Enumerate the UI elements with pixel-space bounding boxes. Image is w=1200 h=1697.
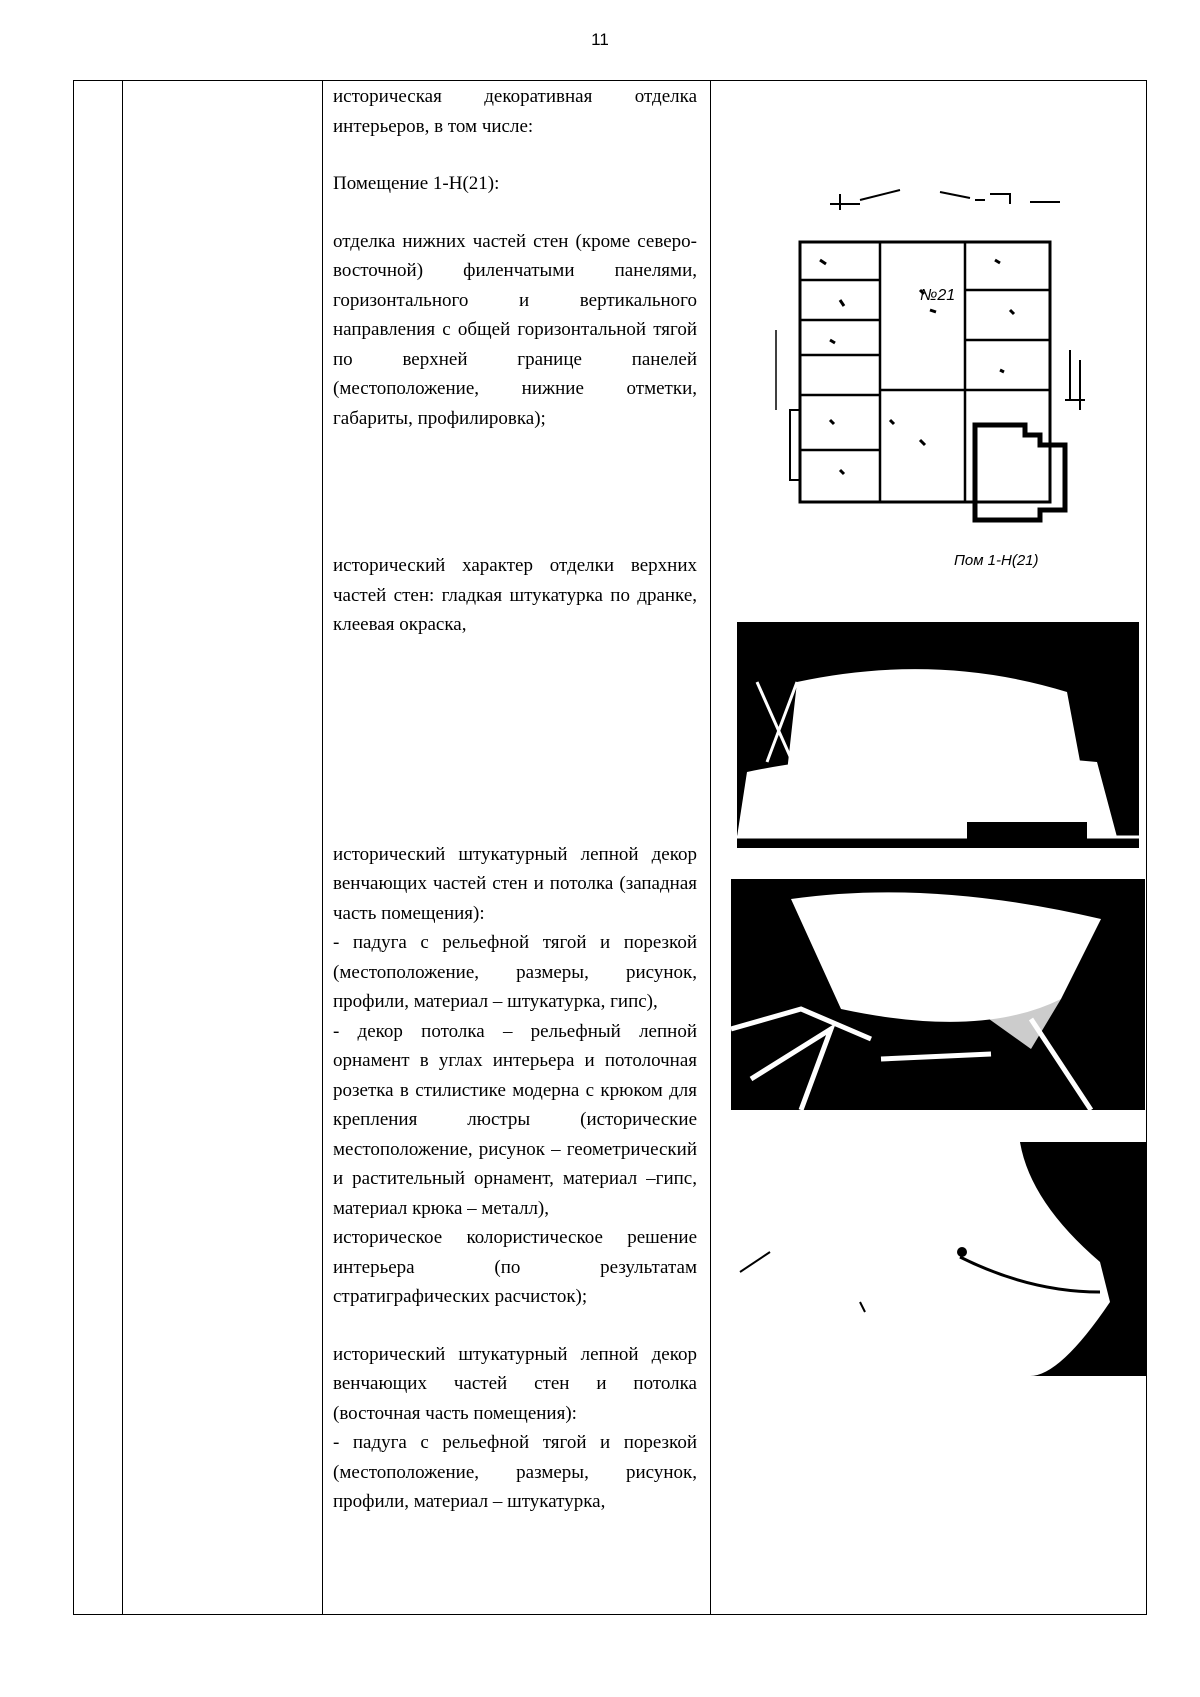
- floor-plan-figure: [770, 180, 1090, 540]
- text-block: исторический штукатурный лепной декор венчающих частей стен и потолка (восточная часть помещения):: [333, 1343, 697, 1424]
- text-block: - падуга с рельефной тягой и порезкой (местоположение, размеры, рисунок, профили, материал – штукатурка,: [333, 1432, 697, 1512]
- column-divider: [322, 80, 323, 1615]
- table-bottom-border: [73, 1614, 1147, 1615]
- interior-photo-1: [737, 622, 1139, 848]
- text-block: Помещение 1-Н(21):: [333, 173, 500, 194]
- column-divider: [710, 80, 711, 1615]
- interior-photo-3: [730, 1142, 1146, 1376]
- page-number: 11: [591, 30, 609, 49]
- text-block: исторический штукатурный лепной декор венчающих частей стен и потолка (западная часть помещения):: [333, 843, 697, 924]
- description-column: [333, 82, 697, 1517]
- interior-photo-2: [731, 879, 1145, 1110]
- text-block: отделка нижних частей стен (кроме северо-восточной) филенчатыми панелями, горизонтального и вертикального направления с общей горизонтальной тягой по верхней границе панелей (местоположение, нижние отметки, габариты, профилировка);: [333, 230, 697, 429]
- floor-plan-caption: Пом 1-Н(21): [954, 552, 1039, 569]
- column-divider: [122, 80, 123, 1615]
- text-block: историческая декоративная отделка интерьеров, в том числе:: [333, 86, 697, 137]
- text-block: исторический характер отделки верхних частей стен: гладкая штукатурка по дранке, клеевая окраска,: [333, 555, 697, 635]
- text-block: - падуга с рельефной тягой и порезкой (местоположение, размеры, рисунок, профили, материал – штукатурка, гипс),: [333, 932, 697, 1012]
- floor-plan-room-label: №21: [920, 287, 956, 304]
- text-block: - декор потолка – рельефный лепной орнамент в углах интерьера и потолочная розетка в стилистике модерна с крюком для крепления люстры (исторические местоположение, рисунок – геометрический и растительный орнамент, материал –гипс, материал крюка – металл),: [333, 1020, 697, 1219]
- text-block: историческое колористическое решение интерьера (по результатам стратиграфических расчисток);: [333, 1227, 697, 1307]
